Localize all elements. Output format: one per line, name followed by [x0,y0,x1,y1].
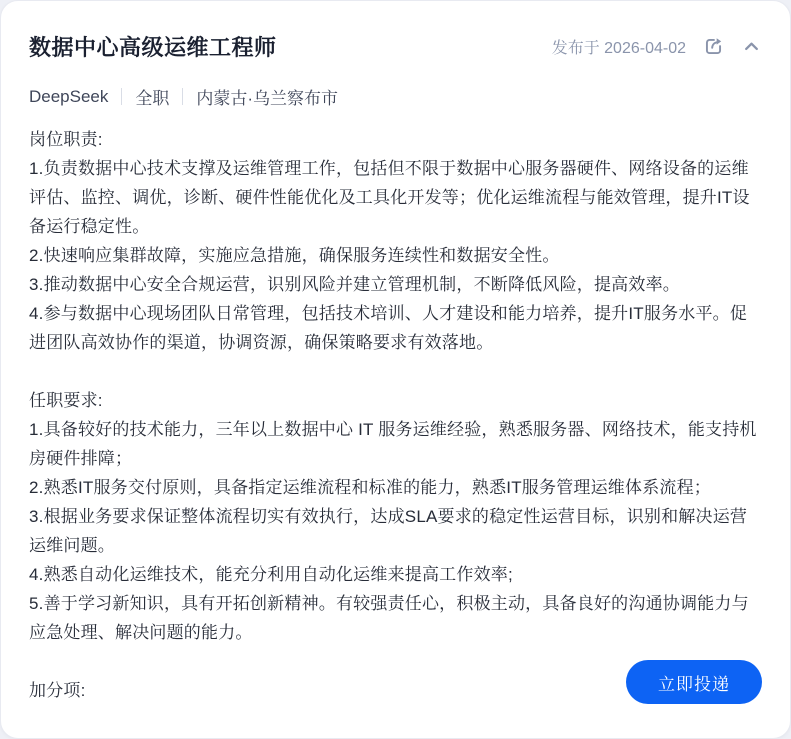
meta-divider [121,88,122,105]
responsibility-item: 3.推动数据中心安全合规运营，识别风险并建立管理机制，不断降低风险，提高效率。 [29,275,680,294]
job-header [29,31,762,62]
job-meta [29,84,762,109]
responsibility-item: 2.快速响应集群故障，实施应急措施，确保服务连续性和数据安全性。 [29,246,560,265]
section-requirements [29,386,762,647]
section-responsibilities [29,125,762,357]
job-title: 数据中心高级运维工程师 [29,35,277,60]
section-heading: 加分项: [29,681,86,700]
meta-divider [182,88,183,105]
requirement-item: 1.具备较好的技术能力，三年以上数据中心 IT 服务运维经验，熟悉服务器、网络技术，能支持机房硬件排障； [29,420,757,468]
requirement-item: 2.熟悉IT服务交付原则，具备指定运维流程和标准的能力，熟悉IT服务管理运维体系流程； [29,478,711,497]
responsibility-item: 1.负责数据中心技术支撑及运维管理工作，包括但不限于数据中心服务器硬件、网络设备的运维评估、监控、调优，诊断、硬件性能优化及工具化开发等；优化运维流程与能效管理，提升IT设备运行稳定性。 [29,159,750,236]
apply-now-button[interactable]: 立即投递 [626,660,762,704]
share-icon[interactable] [702,36,724,58]
responsibility-item: 4.参与数据中心现场团队日常管理，包括技术培训、人才建设和能力培养，提升IT服务水平。促进团队高效协作的渠道，协调资源，确保策略要求有效落地。 [29,304,748,352]
requirement-item: 4.熟悉自动化运维技术，能充分利用自动化运维来提高工作效率; [29,565,513,584]
section-heading: 岗位职责: [29,130,103,149]
job-location: 内蒙古·乌兰察布市 [196,89,339,108]
requirement-item: 3.根据业务要求保证整体流程切实有效执行，达成SLA要求的稳定性运营目标，识别和解决运营运维问题。 [29,507,748,555]
section-heading: 任职要求: [29,391,103,410]
company-name: DeepSeek [29,86,109,106]
header-actions [552,35,762,58]
chevron-up-icon[interactable] [740,36,762,58]
job-description [29,125,762,705]
employment-type: 全职 [135,89,170,108]
requirement-item: 5.善于学习新知识，具有开拓创新精神。有较强责任心，积极主动，具备良好的沟通协调能力与应急处理、解决问题的能力。 [29,594,749,642]
published-date: 发布于 2026-04-02 [551,40,686,57]
